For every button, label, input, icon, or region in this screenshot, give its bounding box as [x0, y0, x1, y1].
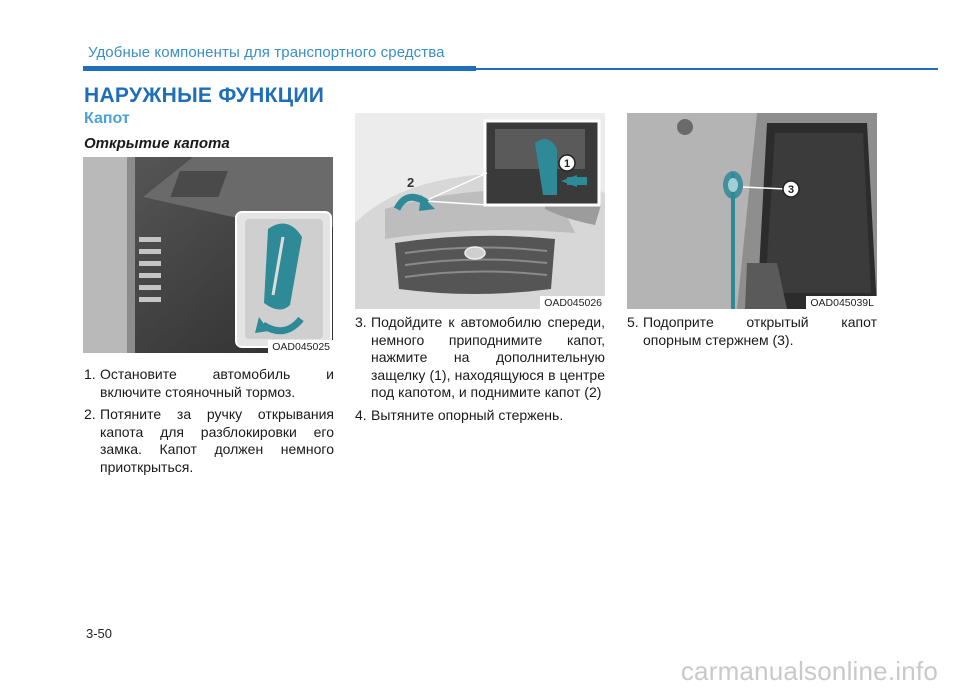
step-number: 5.	[627, 314, 639, 330]
figure-secondary-latch	[355, 113, 605, 309]
step-number: 3.	[355, 314, 367, 330]
section-header: Удобные компоненты для транспортного средства	[88, 44, 445, 61]
hood-latch-illustration	[355, 113, 605, 309]
watermark: carmanualsonline.info	[680, 656, 938, 686]
procedure-heading: Открытие капота	[84, 135, 230, 152]
step-number: 4.	[355, 406, 367, 423]
hood-release-illustration	[83, 157, 333, 353]
step-text: Подоприте открытый капот опорным стержнем (3).	[643, 314, 877, 348]
callout-1: 1	[563, 158, 571, 170]
steps-column-3	[627, 314, 877, 354]
step-number: 2.	[84, 406, 96, 422]
step-text: Остановите автомобиль и включите стояночный тормоз.	[100, 366, 334, 400]
step-3	[355, 314, 605, 402]
figure-support-rod	[627, 113, 877, 309]
subsection-title: Капот	[84, 110, 130, 127]
steps-column-2	[355, 314, 605, 429]
step-text: Вытяните опорный стержень.	[371, 406, 564, 423]
figure-code: OAD045026	[540, 296, 605, 309]
header-rule	[83, 66, 476, 71]
step-text: Подойдите к автомобилю спереди, немного приподнимите капот, нажмите на дополнительную защелку (1), находящуюся в центре под капотом, и поднимите капот (2)	[371, 314, 605, 400]
step-4	[355, 407, 605, 425]
figure-code: OAD045039L	[806, 296, 877, 309]
step-1	[84, 366, 334, 401]
support-rod-illustration	[627, 113, 877, 309]
step-text: Потяните за ручку открывания капота для разблокировки его замка. Капот должен немного приоткрыться.	[100, 406, 334, 475]
steps-column-1	[84, 366, 334, 481]
page-number: 3-50	[86, 626, 113, 641]
page-title: НАРУЖНЫЕ ФУНКЦИИ	[84, 84, 325, 107]
step-number: 1.	[84, 366, 96, 382]
callout-3: 3	[787, 184, 795, 196]
figure-hood-release-handle	[83, 157, 333, 353]
callout-2: 2	[407, 175, 415, 190]
figure-code: OAD045025	[268, 340, 333, 353]
header-rule-thin	[476, 68, 938, 70]
step-2	[84, 406, 334, 476]
step-5	[627, 314, 877, 349]
